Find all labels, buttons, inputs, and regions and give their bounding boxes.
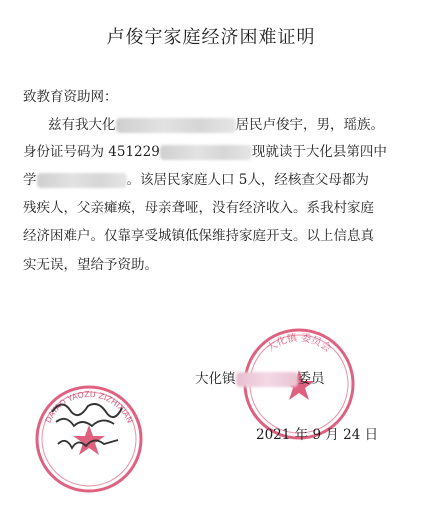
body-line-2-before: 身份证号码为 451229 <box>23 144 160 160</box>
document-date: 2021 年 9 月 24 日 <box>256 427 379 443</box>
signature-line <box>195 367 325 387</box>
body-line-6: 实无误，望给予资助。 <box>23 257 158 273</box>
signature-prefix: 大化镇 <box>195 371 236 387</box>
body-line-3-after: 。该居民家庭人口 5人，经核查父母都为 <box>126 172 369 188</box>
body-line-4: 残疾人，父亲瘫痪，母亲聋哑，没有经济收入。系我村家庭 <box>23 200 374 216</box>
body-line-1-after: 居民卢俊宇，男，瑶族。 <box>235 117 384 133</box>
body-line-2 <box>23 140 387 160</box>
page-title: 卢俊宇家庭经济困难证明 <box>106 27 316 48</box>
redaction-2 <box>160 145 252 160</box>
body-line-3 <box>23 168 369 188</box>
signature-suffix: 委员 <box>297 371 325 387</box>
redaction-1 <box>116 118 236 133</box>
body-line-2-after: 现就读于大化县第四中 <box>251 144 387 160</box>
seal-left-ring-text: DAYAO YAOZU ZIZHIXIAN <box>43 389 135 425</box>
salutation: 致教育资助网： <box>23 89 118 105</box>
handwritten-signature <box>48 392 128 462</box>
body-line-1 <box>48 113 384 133</box>
body-line-5: 经济困难户。仅靠享受城镇低保维持家庭开支。以上信息真 <box>23 228 374 244</box>
body-line-1-before: 兹有我大化 <box>48 117 116 133</box>
redaction-3 <box>37 173 127 188</box>
seal-right-ring-text: 大化镇 委员会 <box>265 332 333 355</box>
body-line-3-before: 学 <box>23 172 37 188</box>
redaction-4 <box>236 372 298 387</box>
